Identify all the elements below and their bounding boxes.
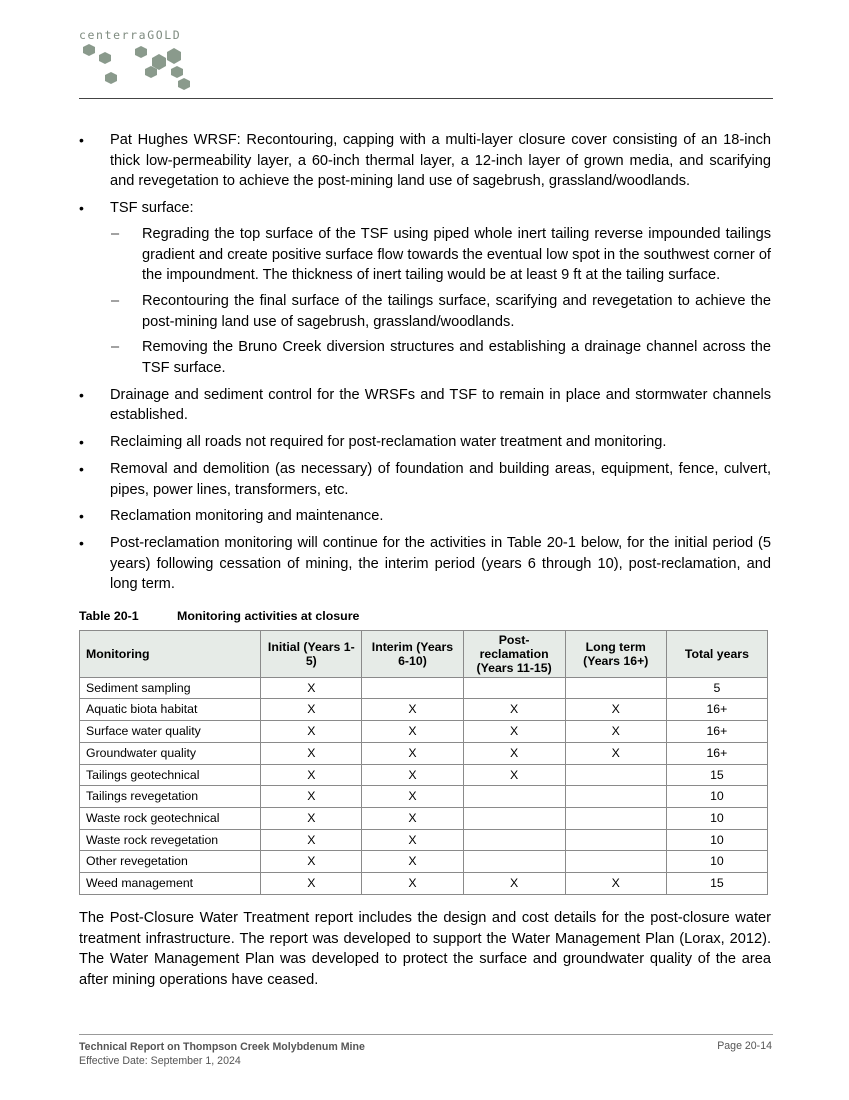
company-logo (79, 28, 219, 94)
list-item: • Removal and demolition (as necessary) of foundation and building areas, equipment, fence, culvert, pipes, power lines, transformers, etc. (79, 459, 771, 500)
column-header: Long term (Years 16+) (565, 630, 666, 677)
table-cell: X (565, 873, 666, 895)
table-cell: X (362, 829, 463, 851)
table-row (80, 829, 768, 851)
table-cell (362, 677, 463, 699)
table-row (80, 677, 768, 699)
table-cell: 10 (666, 807, 767, 829)
list-item: • Pat Hughes WRSF: Recontouring, capping with a multi-layer closure cover consisting of an 18-inch thick low-permeability layer, a 60-inch thermal layer, a 12-inch layer of grown media, and scarifying and revegetation to achieve the post-mining land use of sagebrush, grassland/woodlands. (79, 130, 771, 192)
table-cell: X (463, 873, 565, 895)
table-cell (463, 786, 565, 808)
table-cell: 10 (666, 851, 767, 873)
table-header-row (80, 630, 768, 677)
table-cell: 15 (666, 764, 767, 786)
table-cell: Waste rock revegetation (80, 829, 261, 851)
table-cell: X (463, 742, 565, 764)
hexagon-cluster-icon (79, 42, 199, 92)
footer-divider (79, 1034, 773, 1035)
table-cell: 10 (666, 786, 767, 808)
effective-date: Effective Date: September 1, 2024 (79, 1055, 241, 1067)
table-cell: 15 (666, 873, 767, 895)
table-cell: Waste rock geotechnical (80, 807, 261, 829)
column-header: Initial (Years 1-5) (261, 630, 362, 677)
list-item: • Reclaiming all roads not required for post-reclamation water treatment and monitoring. (79, 432, 771, 453)
table-cell: Other revegetation (80, 851, 261, 873)
table-cell: 5 (666, 677, 767, 699)
list-item (79, 198, 771, 379)
table-cell: Aquatic biota habitat (80, 699, 261, 721)
table-cell: Surface water quality (80, 721, 261, 743)
table-cell: X (261, 742, 362, 764)
footer-left (79, 1040, 365, 1068)
table-cell: X (362, 786, 463, 808)
sub-list-item: – Recontouring the final surface of the tailings surface, scarifying and revegetation to achieve the post-mining land use of sagebrush, grassland/woodlands. (110, 291, 771, 332)
monitoring-table (79, 630, 768, 895)
column-header: Total years (666, 630, 767, 677)
table-cell: X (362, 742, 463, 764)
list-item: • Reclamation monitoring and maintenance. (79, 506, 771, 527)
page-body (79, 130, 771, 1005)
table-cell: X (463, 699, 565, 721)
table-cell: Sediment sampling (80, 677, 261, 699)
table-caption (79, 606, 771, 627)
column-header: Interim (Years 6-10) (362, 630, 463, 677)
sub-list-item: – Removing the Bruno Creek diversion structures and establishing a drainage channel across the TSF surface. (110, 337, 771, 378)
table-cell: X (261, 807, 362, 829)
column-header: Monitoring (80, 630, 261, 677)
table-cell: X (362, 851, 463, 873)
table-cell (565, 786, 666, 808)
report-title: Technical Report on Thompson Creek Molybdenum Mine (79, 1041, 365, 1053)
table-title: Monitoring activities at closure (177, 609, 360, 624)
table-cell: X (362, 764, 463, 786)
table-row (80, 721, 768, 743)
table-cell (565, 677, 666, 699)
table-cell: Groundwater quality (80, 742, 261, 764)
sub-list-item: – Regrading the top surface of the TSF using piped whole inert tailing reverse impounded tailings gradient and create positive surface flow towards the eventual low spot in the southwest corner of the impoundment. The thickness of inert tailing would be at least 9 ft at the tailing surface. (110, 224, 771, 286)
table-cell: X (565, 699, 666, 721)
table-cell: X (362, 873, 463, 895)
table-cell (463, 677, 565, 699)
table-cell: X (261, 829, 362, 851)
table-cell (463, 851, 565, 873)
table-cell: 16+ (666, 742, 767, 764)
table-cell: X (261, 764, 362, 786)
table-cell: X (261, 677, 362, 699)
table-row (80, 764, 768, 786)
closure-bullet-list (79, 130, 771, 595)
table-cell (463, 829, 565, 851)
table-cell: X (362, 721, 463, 743)
list-item: • Post-reclamation monitoring will continue for the activities in Table 20-1 below, for the initial period (5 years) following cessation of mining, the interim period (years 6 through 10), post-reclamation, and long term. (79, 533, 771, 595)
table-cell: X (261, 721, 362, 743)
table-row (80, 699, 768, 721)
table-cell (463, 807, 565, 829)
table-cell (565, 764, 666, 786)
table-cell: X (463, 721, 565, 743)
table-row (80, 742, 768, 764)
table-number: Table 20-1 (79, 609, 139, 624)
table-cell: X (362, 699, 463, 721)
table-cell: X (261, 699, 362, 721)
table-cell (565, 851, 666, 873)
logo-wordmark: centerraGOLD (79, 28, 182, 42)
closing-paragraph: The Post-Closure Water Treatment report includes the design and cost details for the post-closure water treatment infrastructure. The report was developed to support the Water Management Plan (Lorax, 2012). The Water Management Plan was developed to protect the surface and groundwater quality of the area after mining operations have ceased. (79, 909, 771, 988)
table-row (80, 851, 768, 873)
page-number: Page 20-14 (717, 1040, 772, 1052)
table-cell: X (261, 873, 362, 895)
table-cell: X (261, 851, 362, 873)
table-row (80, 807, 768, 829)
table-row (80, 873, 768, 895)
header-divider (79, 98, 773, 99)
column-header: Post-reclamation (Years 11-15) (463, 630, 565, 677)
table-cell: X (362, 807, 463, 829)
table-cell: X (261, 786, 362, 808)
table-cell: 16+ (666, 699, 767, 721)
tsf-sub-list (110, 224, 771, 379)
table-cell: X (565, 721, 666, 743)
table-cell (565, 807, 666, 829)
table-cell: Weed management (80, 873, 261, 895)
table-cell: Tailings geotechnical (80, 764, 261, 786)
table-cell: X (565, 742, 666, 764)
table-row (80, 786, 768, 808)
table-cell: Tailings revegetation (80, 786, 261, 808)
table-cell: 16+ (666, 721, 767, 743)
list-item: • Drainage and sediment control for the WRSFs and TSF to remain in place and stormwater channels established. (79, 385, 771, 426)
list-item-label: TSF surface: (110, 200, 194, 217)
table-cell: 10 (666, 829, 767, 851)
table-cell (565, 829, 666, 851)
table-cell: X (463, 764, 565, 786)
